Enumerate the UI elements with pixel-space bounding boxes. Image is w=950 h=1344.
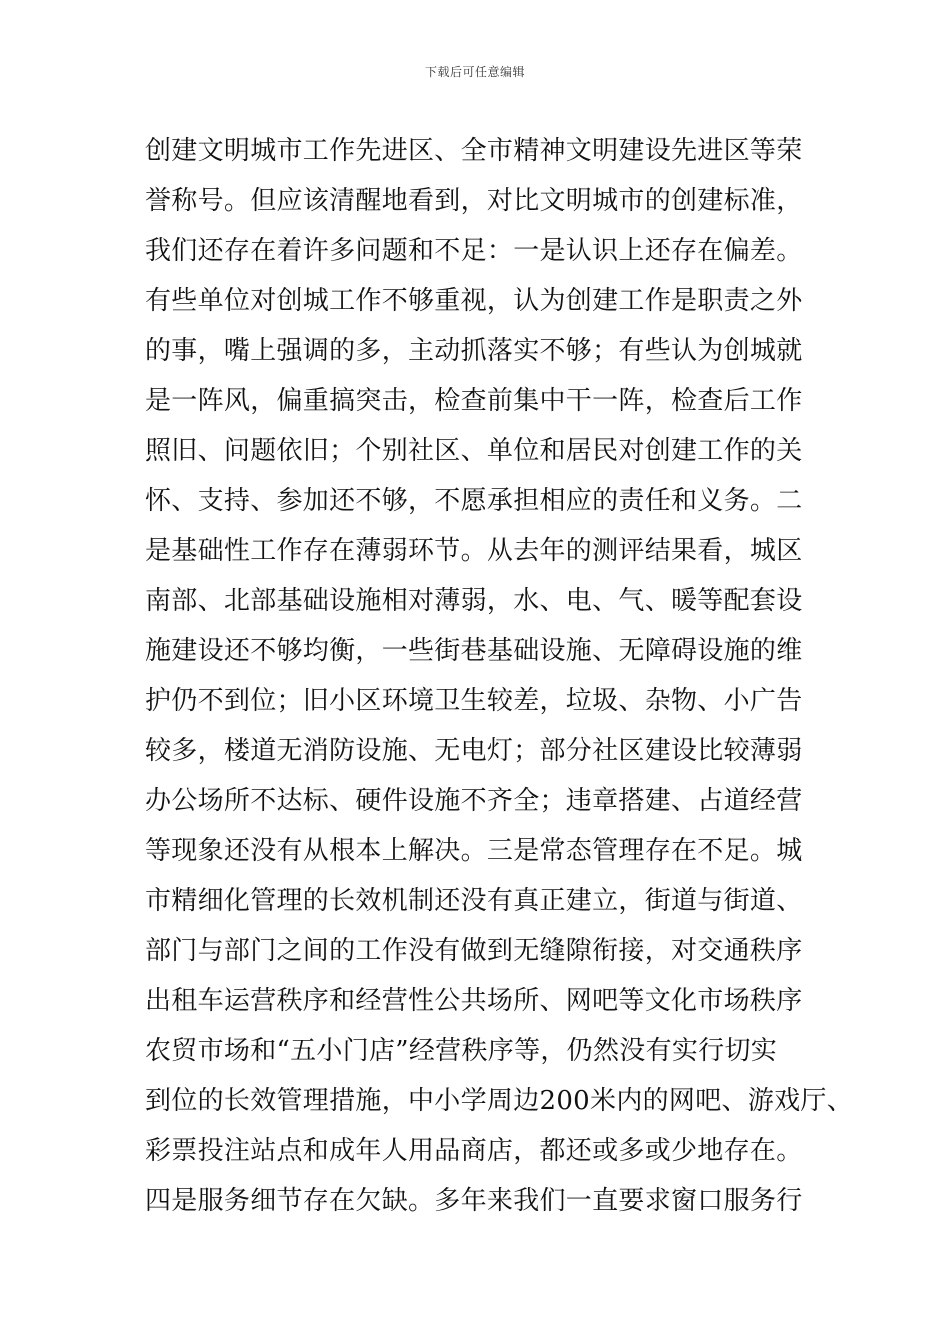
page-header-note: 下载后可任意编辑 xyxy=(424,65,525,79)
text-line: 怀、支持、参加还不够，不愿承担相应的责任和义务。二 xyxy=(145,486,803,516)
text-line: 创建文明城市工作先进区、全市精神文明建设先进区等荣 xyxy=(145,136,803,166)
text-line: 的事，嘴上强调的多，主动抓落实不够；有些认为创城就 xyxy=(145,336,803,366)
text-line: 到位的长效管理措施，中小学周边200米内的网吧、游戏厅、 xyxy=(145,1086,854,1116)
text-line: 等现象还没有从根本上解决。三是常态管理存在不足。城 xyxy=(145,836,803,866)
text-line: 出租车运营秩序和经营性公共场所、网吧等文化市场秩序 xyxy=(145,986,803,1016)
text-line: 是基础性工作存在薄弱环节。从去年的测评结果看，城区 xyxy=(145,536,803,566)
text-line: 誉称号。但应该清醒地看到，对比文明城市的创建标准， xyxy=(145,186,803,216)
text-line: 办公场所不达标、硬件设施不齐全；违章搭建、占道经营 xyxy=(145,786,803,816)
text-line: 我们还存在着许多问题和不足：一是认识上还存在偏差。 xyxy=(145,236,803,266)
text-line: 彩票投注站点和成年人用品商店，都还或多或少地存在。 xyxy=(145,1136,803,1166)
text-line: 农贸市场和“五小门店”经营秩序等，仍然没有实行切实 xyxy=(145,1036,778,1066)
text-line: 四是服务细节存在欠缺。多年来我们一直要求窗口服务行 xyxy=(145,1186,803,1216)
text-line: 有些单位对创城工作不够重视，认为创建工作是职责之外 xyxy=(145,286,803,316)
text-line: 照旧、问题依旧；个别社区、单位和居民对创建工作的关 xyxy=(145,436,803,466)
text-line: 是一阵风，偏重搞突击，检查前集中干一阵，检查后工作 xyxy=(145,386,803,416)
text-line: 南部、北部基础设施相对薄弱，水、电、气、暖等配套设 xyxy=(145,586,803,616)
document-body xyxy=(145,128,854,1228)
text-line: 护仍不到位；旧小区环境卫生较差，垃圾、杂物、小广告 xyxy=(145,686,803,716)
text-line: 部门与部门之间的工作没有做到无缝隙衔接，对交通秩序 xyxy=(145,936,803,966)
text-line: 施建设还不够均衡，一些街巷基础设施、无障碍设施的维 xyxy=(145,636,803,666)
text-line: 市精细化管理的长效机制还没有真正建立，街道与街道、 xyxy=(145,886,803,916)
text-line: 较多，楼道无消防设施、无电灯；部分社区建设比较薄弱 xyxy=(145,736,803,766)
